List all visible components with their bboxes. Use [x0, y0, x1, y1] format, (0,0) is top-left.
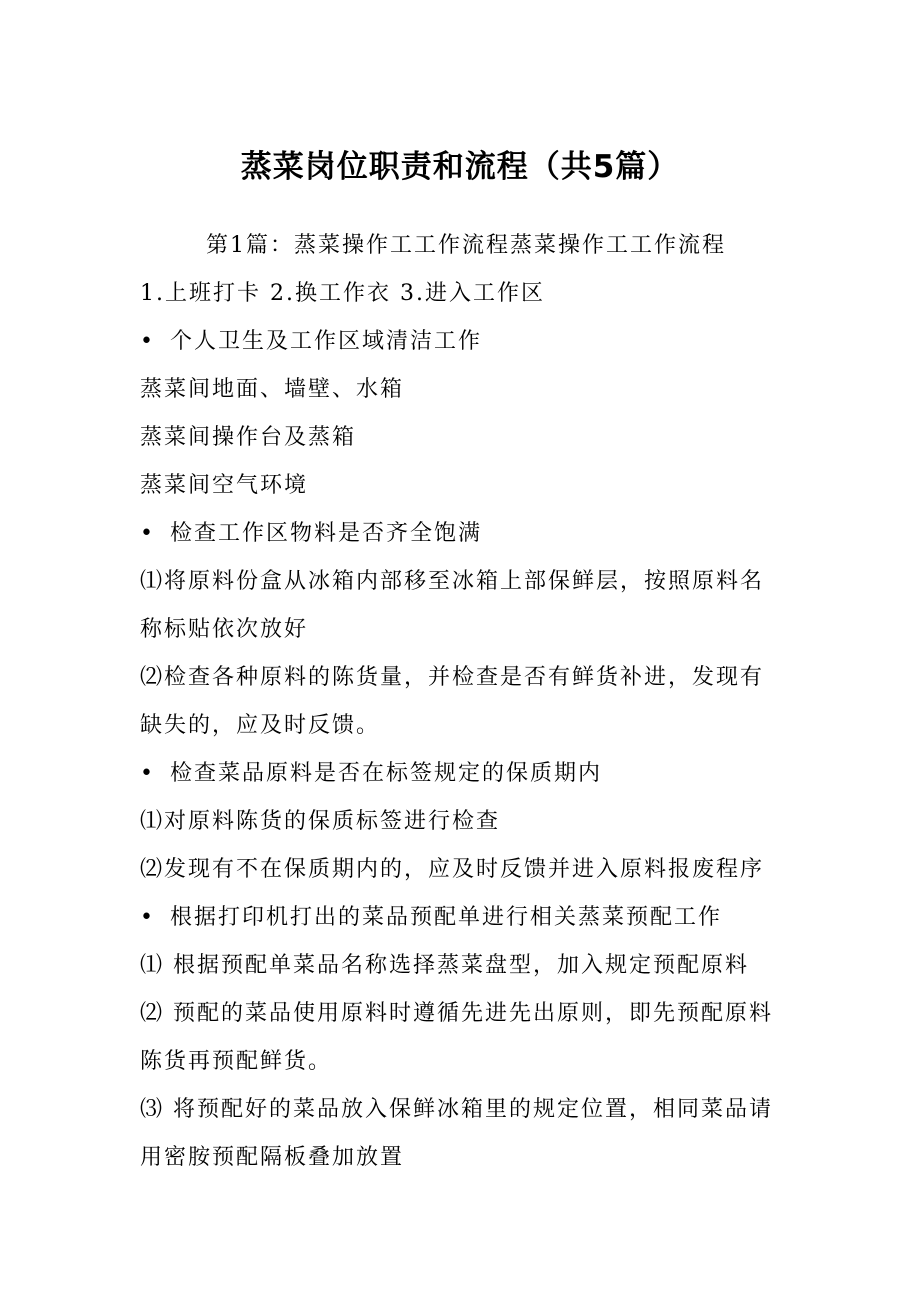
bullet-icon: •: [140, 905, 155, 930]
bullet-item-materials: [140, 510, 782, 558]
bullet-text: 检查菜品原料是否在标签规定的保质期内: [170, 761, 603, 786]
paragraph: ⑴ 根据预配单菜品名称选择蒸菜盘型，加入规定预配原料: [140, 953, 749, 978]
document-title: 蒸菜岗位职责和流程（共5篇）: [240, 149, 680, 185]
paragraph: ⑵检查各种原料的陈货量，并检查是否有鲜货补进，发现有缺失的，应及时反馈。: [140, 665, 765, 738]
bullet-icon: •: [140, 521, 155, 546]
bullet-text: 个人卫生及工作区域清洁工作: [170, 329, 483, 354]
paragraph: ⑵发现有不在保质期内的，应及时反馈并进入原料报废程序: [140, 857, 765, 882]
document-body: [140, 222, 782, 1182]
bullet-text: 检查工作区物料是否齐全饱满: [170, 521, 483, 546]
paragraph: ⑴对原料陈货的保质标签进行检查: [140, 809, 501, 834]
paragraph: ⑶ 将预配好的菜品放入保鲜冰箱里的规定位置，相同菜品请用密胺预配隔板叠加放置: [140, 1097, 773, 1170]
bullet-item-hygiene: [140, 318, 782, 366]
section-heading: 第1篇：蒸菜操作工工作流程蒸菜操作工工作流程: [206, 233, 726, 258]
paragraph-step-list: 1.上班打卡 2.换工作衣 3.进入工作区: [140, 281, 545, 306]
bullet-item-shelf-life: [140, 750, 782, 798]
paragraph: ⑴将原料份盒从冰箱内部移至冰箱上部保鲜层，按照原料名称标贴依次放好: [140, 569, 765, 642]
paragraph: ⑵ 预配的菜品使用原料时遵循先进先出原则，即先预配原料陈货再预配鲜货。: [140, 1001, 773, 1074]
bullet-item-preparation: [140, 894, 782, 942]
bullet-icon: •: [140, 761, 155, 786]
paragraph: 蒸菜间空气环境: [140, 473, 309, 498]
bullet-icon: •: [140, 329, 155, 354]
bullet-text: 根据打印机打出的菜品预配单进行相关蒸菜预配工作: [170, 905, 723, 930]
paragraph: 蒸菜间地面、墙壁、水箱: [140, 377, 405, 402]
paragraph: 蒸菜间操作台及蒸箱: [140, 425, 357, 450]
